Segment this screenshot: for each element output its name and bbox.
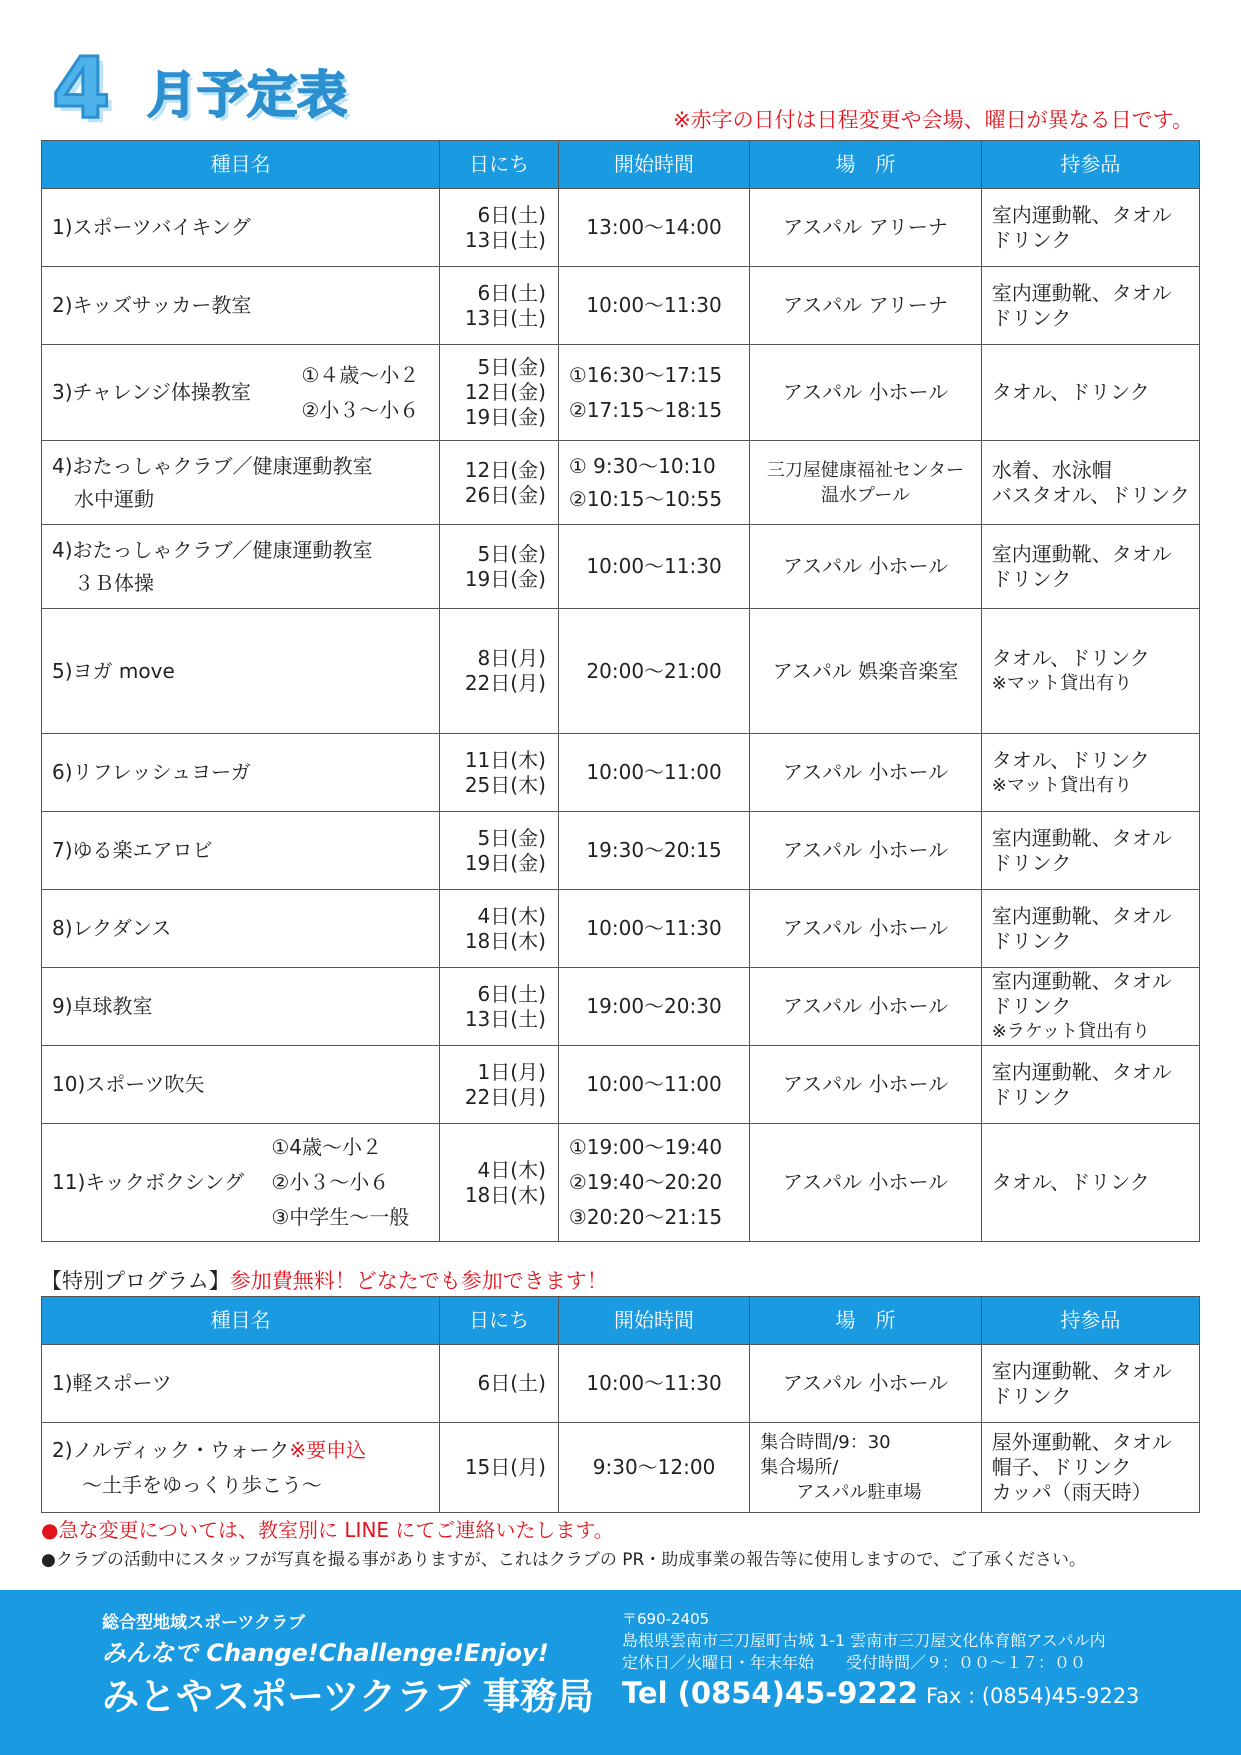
event-items [981, 189, 1199, 267]
event-place: アスパル アリーナ [750, 267, 982, 345]
event-time: 10:00～11:00 [558, 1046, 749, 1124]
event-time: 20:00～21:00 [558, 609, 749, 734]
date: 13日(土) [464, 227, 546, 252]
item: ※ラケット貸出有り [991, 1021, 1150, 1042]
date: 19日(金) [464, 405, 546, 429]
event-dates: 6日(土) [440, 1345, 559, 1423]
item: ドリンク [991, 305, 1072, 330]
event-place [750, 441, 982, 525]
event-name-cell [42, 1124, 440, 1242]
date: 5日(金) [477, 541, 546, 566]
event-name: 3)チャレンジ体操教室 [52, 380, 251, 404]
item: ドリンク [991, 227, 1072, 252]
event-items: タオル、ドリンク [981, 1124, 1199, 1242]
date: 12日(金) [464, 380, 546, 404]
photo-notice: ●クラブの活動中にスタッフが写真を撮る事がありますが、これはクラブの PR・助成事業の報告等に使用しますので、ご了承ください。 [41, 1550, 1086, 1570]
item: 室内運動靴、タオル [991, 202, 1172, 227]
club-type: 総合型地域スポーツクラブ [102, 1613, 306, 1633]
item: ドリンク [991, 566, 1072, 591]
date: 1日(月) [477, 1059, 546, 1084]
event-items [981, 1046, 1199, 1124]
time-slot: ③20:20～21:15 [568, 1205, 723, 1229]
table-row [42, 1423, 1200, 1513]
date: 6日(土) [477, 202, 546, 227]
address: 島根県雲南市三刀屋町古城 1-1 雲南市三刀屋文化体育館アスパル内 [622, 1631, 1106, 1650]
header-name: 種目名 [42, 1297, 440, 1345]
date: 18日(木) [464, 928, 546, 953]
header-date: 日にち [440, 1297, 559, 1345]
event-name: 4)おたっしゃクラブ／健康運動教室 [52, 537, 373, 562]
date: 19日(金) [464, 850, 546, 875]
event-name: 11)キックボクシング [52, 1170, 244, 1194]
header-place: 場 所 [750, 141, 982, 189]
item: タオル、ドリンク [991, 646, 1150, 670]
postal-code: 〒690-2405 [622, 1610, 710, 1628]
special-program-table [41, 1296, 1200, 1513]
event-items [981, 812, 1199, 890]
event-time: 10:00～11:30 [558, 1345, 749, 1423]
special-label: 【特別プログラム】 [41, 1269, 230, 1293]
event-place: アスパル 小ホール [750, 812, 982, 890]
item: 室内運動靴、タオル [991, 1358, 1172, 1383]
title-month: 4 [52, 39, 111, 137]
date: 26日(金) [464, 482, 546, 507]
event-time: 10:00～11:30 [558, 890, 749, 968]
event-items: タオル、ドリンク [981, 345, 1199, 441]
item: タオル、ドリンク [991, 747, 1150, 772]
item: 水着、水泳帽 [991, 457, 1112, 482]
time-slot: ①16:30～17:15 [568, 362, 723, 387]
event-name: 2)キッズサッカー教室 [42, 267, 440, 345]
event-place: アスパル 小ホール [750, 1046, 982, 1124]
table-header-row [42, 1297, 1200, 1345]
age-group: ②小３～小６ [301, 397, 420, 422]
event-items [981, 734, 1199, 812]
club-slogan: みんなで Change!Challenge!Enjoy! [102, 1639, 549, 1667]
special-label-free: 参加費無料！どなたでも参加できます！ [229, 1269, 608, 1293]
event-dates [440, 812, 559, 890]
place-line: 温水プール [820, 484, 911, 506]
header-date: 日にち [440, 141, 559, 189]
date: 18日(木) [464, 1182, 546, 1207]
item: 室内運動靴、タオル [991, 825, 1172, 850]
header-time: 開始時間 [558, 1297, 749, 1345]
date: 19日(金) [464, 566, 546, 591]
event-dates [440, 441, 559, 525]
item: カッパ（雨天時） [991, 1480, 1152, 1504]
event-items [981, 890, 1199, 968]
event-name: 1)スポーツバイキング [42, 189, 440, 267]
event-items [981, 609, 1199, 734]
item: 帽子、ドリンク [991, 1455, 1132, 1479]
event-subname: 水中運動 [74, 486, 154, 511]
event-dates [440, 1046, 559, 1124]
event-time: 9:30～12:00 [558, 1423, 749, 1513]
date: 13日(土) [464, 305, 546, 330]
event-time [558, 441, 749, 525]
date: 4日(木) [477, 1157, 546, 1182]
table-row [42, 1345, 1200, 1423]
event-time: 19:30～20:15 [558, 812, 749, 890]
event-name: 7)ゆる楽エアロビ [42, 812, 440, 890]
event-name-cell [42, 441, 440, 525]
date: 5日(金) [477, 825, 546, 850]
table-header-row [42, 141, 1200, 189]
table-row [42, 267, 1200, 345]
table-row [42, 609, 1200, 734]
event-dates [440, 525, 559, 609]
date: 8日(月) [477, 646, 546, 670]
time-slot: ②10:15～10:55 [568, 486, 723, 511]
item: ドリンク [991, 1084, 1072, 1109]
event-dates [440, 968, 559, 1046]
line-contact-note: ●急な変更については、教室別に LINE にてご連絡いたします。 [41, 1518, 614, 1542]
event-items [981, 525, 1199, 609]
event-place: アスパル 小ホール [750, 1345, 982, 1423]
event-place: アスパル 小ホール [750, 525, 982, 609]
table-row [42, 812, 1200, 890]
age-group: ①4歳～小２ [271, 1135, 383, 1159]
event-name: 2)ノルディック・ウォーク [52, 1437, 290, 1462]
event-items [981, 968, 1199, 1046]
office-hours: 定休日／火曜日・年末年始 受付時間／９：００～１７：００ [622, 1653, 1087, 1672]
event-name-cell [42, 345, 440, 441]
date: 5日(金) [477, 355, 546, 379]
place-line: 集合場所/ [760, 1457, 839, 1478]
schedule-table [41, 140, 1200, 1242]
time-slot: ②19:40～20:20 [568, 1170, 723, 1194]
place-line: 三刀屋健康福祉センター [766, 459, 965, 481]
item: 室内運動靴、タオル [991, 903, 1172, 928]
item: バスタオル、ドリンク [991, 482, 1190, 507]
event-subname: ～土手をゆっくり歩こう～ [82, 1472, 322, 1497]
place-line: アスパル駐車場 [796, 1482, 922, 1503]
header-items: 持参品 [981, 1297, 1199, 1345]
item: ドリンク [991, 994, 1072, 1018]
table-row [42, 890, 1200, 968]
event-subname: ３Ｂ体操 [74, 570, 154, 595]
event-dates [440, 609, 559, 734]
club-footer [0, 1590, 1241, 1755]
header-time: 開始時間 [558, 141, 749, 189]
event-time: 10:00～11:30 [558, 525, 749, 609]
item: 屋外運動靴、タオル [991, 1430, 1172, 1454]
date: 12日(金) [464, 457, 546, 482]
date: 11日(木) [464, 747, 546, 772]
event-name: 5)ヨガ move [42, 609, 440, 734]
telephone: Tel (0854)45-9222 [622, 1676, 918, 1710]
event-items [981, 267, 1199, 345]
red-date-note: ※赤字の日付は日程変更や会場、曜日が異なる日です。 [673, 108, 1193, 132]
date: 6日(土) [477, 981, 546, 1006]
title-text: 月予定表 [147, 66, 347, 124]
item: 室内運動靴、タオル [991, 541, 1172, 566]
item: ドリンク [991, 928, 1072, 953]
event-time [558, 345, 749, 441]
event-name-cell [42, 1423, 440, 1513]
header-name: 種目名 [42, 141, 440, 189]
event-items [981, 441, 1199, 525]
table-row [42, 968, 1200, 1046]
event-dates [440, 890, 559, 968]
event-items [981, 1345, 1199, 1423]
event-name-cell [42, 525, 440, 609]
event-time: 13:00～14:00 [558, 189, 749, 267]
age-group: ②小３～小６ [271, 1170, 390, 1194]
event-time: 10:00～11:30 [558, 267, 749, 345]
event-dates [440, 1124, 559, 1242]
item: ※マット貸出有り [991, 673, 1133, 694]
event-place: アスパル 小ホール [750, 345, 982, 441]
date: 22日(月) [464, 1084, 546, 1109]
table-row [42, 345, 1200, 441]
event-dates [440, 345, 559, 441]
event-name: 6)リフレッシュヨーガ [42, 734, 440, 812]
event-dates [440, 189, 559, 267]
item: 室内運動靴、タオル [991, 280, 1172, 305]
event-items [981, 1423, 1199, 1513]
time-slot: ① 9:30～10:10 [568, 453, 716, 478]
header-place: 場 所 [750, 1297, 982, 1345]
fax: Fax : (0854)45-9223 [925, 1684, 1140, 1708]
item: 室内運動靴、タオル [991, 1059, 1172, 1084]
table-row [42, 525, 1200, 609]
date: 13日(土) [464, 1006, 546, 1031]
event-place: アスパル 小ホール [750, 734, 982, 812]
date: 4日(木) [477, 903, 546, 928]
date: 6日(土) [477, 280, 546, 305]
table-row [42, 1046, 1200, 1124]
event-name: 4)おたっしゃクラブ／健康運動教室 [52, 453, 373, 478]
table-row [42, 441, 1200, 525]
age-group: ③中学生～一般 [271, 1205, 410, 1229]
club-office-name: みとやスポーツクラブ 事務局 [102, 1675, 595, 1718]
age-group: ①４歳～小２ [301, 362, 420, 387]
time-slot: ②17:15～18:15 [568, 397, 723, 422]
date: 25日(木) [464, 772, 546, 797]
item: ドリンク [991, 850, 1072, 875]
item: ※マット貸出有り [991, 774, 1133, 796]
event-name: 9)卓球教室 [42, 968, 440, 1046]
contact-numbers [622, 1676, 1139, 1710]
table-row [42, 734, 1200, 812]
event-place: アスパル 小ホール [750, 1124, 982, 1242]
event-place: アスパル 娯楽音楽室 [750, 609, 982, 734]
item: 室内運動靴、タオル [991, 969, 1172, 993]
event-place [750, 1423, 982, 1513]
event-name: 8)レクダンス [42, 890, 440, 968]
event-time: 19:00～20:30 [558, 968, 749, 1046]
event-place: アスパル 小ホール [750, 968, 982, 1046]
event-place: アスパル 小ホール [750, 890, 982, 968]
event-time: 10:00～11:00 [558, 734, 749, 812]
event-place: アスパル アリーナ [750, 189, 982, 267]
event-name: 10)スポーツ吹矢 [42, 1046, 440, 1124]
application-required: ※要申込 [289, 1437, 367, 1462]
place-line: 集合時間/9：30 [760, 1432, 891, 1453]
event-time [558, 1124, 749, 1242]
event-dates [440, 267, 559, 345]
table-row [42, 1124, 1200, 1242]
date: 22日(月) [464, 671, 546, 695]
table-row [42, 189, 1200, 267]
event-dates: 15日(月) [440, 1423, 559, 1513]
special-program-heading [41, 1265, 608, 1295]
event-name: 1)軽スポーツ [42, 1345, 440, 1423]
time-slot: ①19:00～19:40 [568, 1135, 723, 1159]
event-dates [440, 734, 559, 812]
header-items: 持参品 [981, 141, 1199, 189]
item: ドリンク [991, 1383, 1072, 1408]
